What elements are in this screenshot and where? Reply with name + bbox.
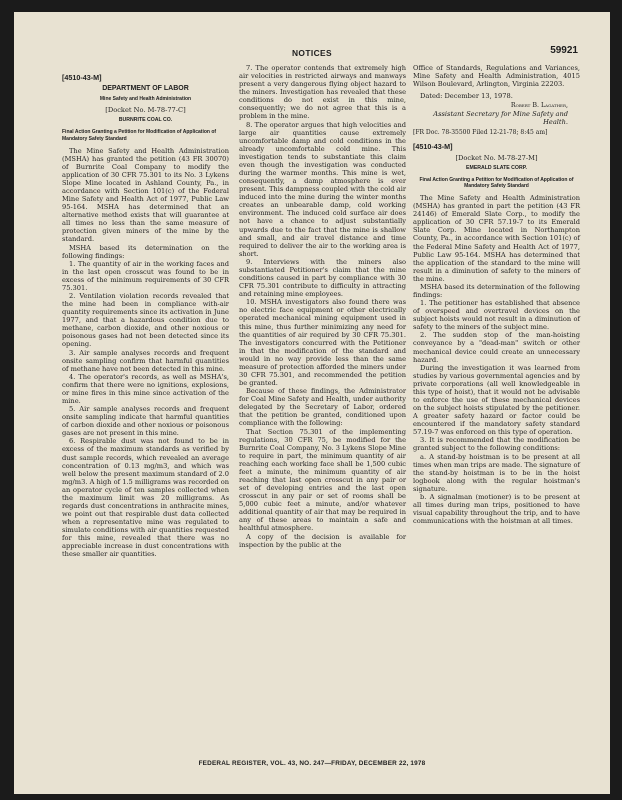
paragraph: 9. Interviews with the miners also substantiated Petitioner's claim that the mine conditions caused in part by compliance with 30 CFR 75.301 contribute to difficulty in attracting and retaining mine employees. — [239, 257, 406, 299]
action-title: Final Action Granting a Petition for Modification of Application of Mandatory Safety Standard — [419, 176, 574, 190]
paragraph: A copy of the decision is available for inspection by the public at the — [239, 532, 406, 549]
page-footer: FEDERAL REGISTER, VOL. 43, NO. 247—FRIDAY, DECEMBER 22, 1978 — [198, 760, 426, 767]
paragraph: Because of these findings, the Administrator for Coal Mine Safety and Health, under authority delegated by the Secretary of Labor, ordered that the petition be granted, conditioned upon compliance with the following: — [239, 387, 406, 428]
billing-code: [4510-43-M] — [62, 73, 102, 82]
signer-name: Robert B. Lagather, — [510, 102, 568, 110]
paragraph: 10. MSHA investigators also found there was no electric face equipment or other electrically operated mechanical mining equipment used in this mine, thus further minimizing any need for the quantities of air required by 30 CFR 75.301. The investigators concurred with the Petitioner in that the modification of the standard and would in no way provide less than the same measure of protection afforded the miners under 30 CFR 75.301, and recommended the petition be granted. — [239, 298, 406, 388]
section-header: NOTICES — [291, 48, 333, 58]
column-3 — [413, 64, 580, 525]
paragraph: 4. The operator's records, as well as MSHA's, confirm that there were no ignitions, explosions, or mine fires in this mine since activation of the mine. — [62, 372, 229, 405]
docket-number: [Docket No. M-78-77-C] — [105, 106, 186, 115]
paragraph: During the investigation it was learned from studies by various governmental agencies and by private corporations (all well knowledgeable in this type of hoist), that it would not be advisable to enforce the use of these mechanical devices on the subject hoists stipulated by the petitioner. A greater safety hazard or factor could be encountered if the mandatory safety standard 57.19-7 was enforced on this type of operation. — [413, 363, 580, 437]
column-2 — [239, 64, 406, 549]
paragraph: 2. Ventilation violation records revealed that the mine had been in compliance with-air quantity requirements since its activation in June 1977, and that a hazardous condition due to methane, carbon dioxide, and other noxious or poisonous gases had not been detected since its opening. — [62, 291, 229, 349]
company-name: BURNRITE COAL CO. — [118, 117, 173, 124]
column-1 — [62, 64, 229, 559]
fr-doc-line: [FR Doc. 78-35500 Filed 12-21-78; 8:45 am] — [413, 128, 548, 136]
paragraph: 5. Air sample analyses records and frequent onsite sampling indicate that harmful quantities of carbon dioxide and other noxious or poisonous gases are not present in this mine. — [62, 405, 229, 438]
paragraph: The Mine Safety and Health Administration (MSHA) has granted in part the petition (43 FR 24146) of Emerald Slate Corp., to modify the application of 30 CFR 57.19-7 to its Emerald Slate Corp. Mine located in Northampton County, Pa., in accordance with Section 101(c) of the Federal Mine Safety and Health Act of 1977, Public Law 95-164. MSHA has determined that the application of the standard to the mine will result in a diminution of safety to the miners of the mine. — [413, 194, 580, 283]
dated-line: Dated: December 13, 1978. — [420, 92, 513, 101]
paragraph: 2. The sudden stop of the man-hoisting conveyance by a "dead-man" switch or other mechanical device could create an unnecessary hazard. — [413, 331, 580, 364]
company-name: EMERALD SLATE CORP. — [466, 164, 527, 171]
action-title: Final Action Granting a Petition for Modification of Application of Mandatory Safety Standard — [62, 129, 217, 142]
docket-number: [Docket No. M-78-27-M] — [455, 153, 538, 162]
paragraph: That Section 75.301 of the implementing regulations, 30 CFR 75, be modified for the Burnrite Coal Company, No. 3 Lykens Slope Mine to require in part, the minimum quantity of air reaching each working face shall be 1,500 cubic feet a minute, the minimum quantity of air reaching that last open crosscut in any pair or set of developing entries and the last open crosscut in any pair or set of rooms shall be 5,000 cubic feet a minute, and/or whatever additional quantity of air that may be required in any of these areas to maintain a safe and healthful atmosphere. — [239, 427, 406, 533]
paragraph: 6. Respirable dust was not found to be in excess of the maximum standards as verified by dust sample records, which revealed an average concentration of 0.13 mg/m3, and which was well below the present maximum standard of 2.0 mg/m3. A high of 1.5 milligrams was recorded on an operator cycle of ten samples collected when the maximum limit was 20 milligrams. As regards dust concentrations in anthracite mines, we point out that respirable dust data collected when a representative mine was regulated to simulate conditions with air quantities requested for this mine, revealed that there was no appreciable increase in dust concentrations with these smaller air quantities. — [62, 437, 229, 559]
billing-code: [4510-43-M] — [413, 141, 453, 151]
paragraph: The Mine Safety and Health Administration (MSHA) has granted the petition (43 FR 30070) of Burnrite Coal Company to modify the application of 30 CFR 75.301 to its No. 3 Lykens Slope Mine located in Ashland County, Pa., in accordance with Section 101(c) of the Federal Mine Safety and Health Act of 1977, Public Law 95-164. MSHA has determined that an alternative method exists that will guarantee at all times no less than the same measure of protection given miners of the mine by the standard. — [62, 146, 229, 244]
paragraph: 1. The quantity of air in the working faces and in the last open crosscut was found to be in excess of the minimum requirements of 30 CFR 75.301. — [62, 259, 229, 292]
signer-title: Assistant Secretary for Mine Safety and Health. — [433, 110, 568, 127]
paragraph: 3. Air sample analyses records and frequent onsite sampling confirm that harmful quantities of methane have not been detected in this mine. — [62, 348, 229, 373]
paragraph: b. A signalman (motioner) is to be present at all times during man trips, positioned to have visual capability throughout the trip, and to have communications with the hoistman at all times. — [413, 492, 580, 526]
paragraph: 3. It is recommended that the modification be granted subject to the following conditions: — [413, 436, 580, 453]
register-page — [14, 12, 610, 794]
paragraph: Office of Standards, Regulations and Variances, Mine Safety and Health Administration, 4015 Wilson Boulevard, Arlington, Virginia 22203. — [413, 64, 580, 89]
paragraph: a. A stand-by hoistman is to be present at all times when man trips are made. The signature of the stand-by hoistman is to be in the hoist logbook along with the regular hoistman's signature. — [413, 452, 580, 493]
paragraph: MSHA based its determination on the following findings: — [62, 243, 229, 260]
paragraph: 8. The operator argues that high velocities and large air quantities cause extremely uncomfortable damp and cold conditions in the already uncomfortable cold mine. This investigation tends to substantiate this claim even though the investigation was conducted during the warmer months. This mine is wet, consequently, a damp atmosphere is ever present. This dampness coupled with the cold air induced into the mine during the winter months creates an unbearable damp, cold working environment. The induced cold surface air does not have a chance to adjust substantially upwards due to the fact that the mine is shallow and small, and air travel distance and time required to deliver the air to the working area is short. — [239, 120, 406, 258]
paragraph: MSHA based its determination of the following findings: — [413, 282, 580, 299]
page-number: 59921 — [550, 45, 578, 56]
department-title: DEPARTMENT OF LABOR — [102, 85, 189, 93]
paragraph: 7. The operator contends that extremely high air velocities in restricted airways and manways present a very dangerous flying object hazard to the miners. Investigation has revealed that these conditions do not exist in this mine, consequently; we do not agree that this is a problem in the mine. — [239, 64, 406, 121]
agency-title: Mine Safety and Health Administration — [99, 96, 192, 103]
paragraph: 1. The petitioner has established that absence of overspeed and overtravel devices on the subject hoists would not result in a diminution of safety to the miners of the subject mine. — [413, 299, 580, 332]
